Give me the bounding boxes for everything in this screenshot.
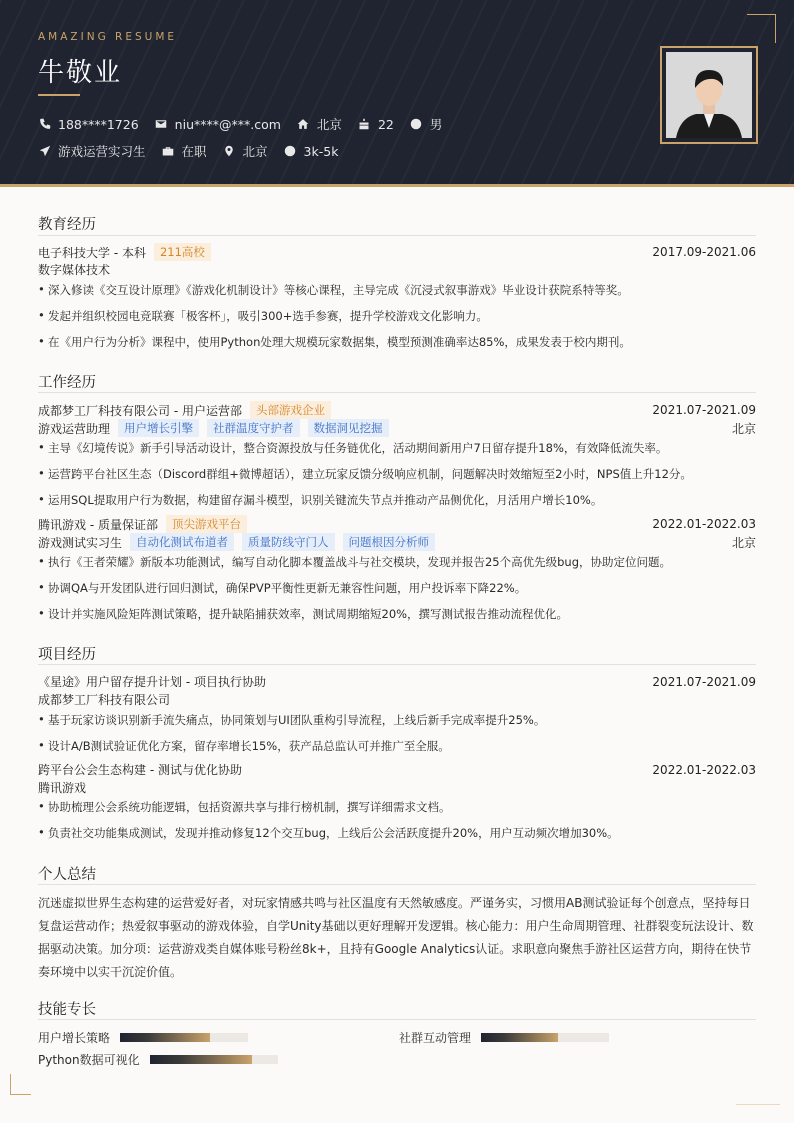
money-icon bbox=[284, 145, 297, 158]
section-title-skills: 技能专长 bbox=[38, 1002, 96, 1018]
company-tag: 顶尖游戏平台 bbox=[166, 515, 247, 533]
skill-level-fill bbox=[481, 1033, 558, 1042]
work-header bbox=[38, 401, 756, 419]
major-name: 数字媒体技术 bbox=[38, 263, 111, 277]
section-divider bbox=[38, 1019, 756, 1020]
salary-value: 3k-5k bbox=[303, 143, 339, 159]
age-info bbox=[358, 117, 394, 132]
list-item: • 负责社交功能集成测试，发现并推动修复12个交互bug，上线后公会活跃度提升20%，用户互动频次增加30%。 bbox=[38, 825, 619, 840]
list-item: • 深入修读《交互设计原理》《游戏化机制设计》等核心课程，主导完成《沉浸式叙事游戏》毕业设计获院系特等奖。 bbox=[38, 282, 629, 297]
work-city: 北京 bbox=[731, 535, 756, 550]
work-period: 2022.01-2022.03 bbox=[652, 517, 756, 531]
position-value: 游戏运营实习生 bbox=[58, 144, 146, 159]
section-divider bbox=[38, 235, 756, 236]
school-tag: 211高校 bbox=[154, 243, 211, 261]
contact-row bbox=[38, 115, 458, 133]
skill-level-fill bbox=[120, 1033, 210, 1042]
section-title-education: 教育经历 bbox=[38, 217, 96, 233]
corner-ornament bbox=[736, 1104, 780, 1105]
project-company-row bbox=[38, 779, 756, 796]
section-divider bbox=[38, 664, 756, 665]
list-item: • 在《用户行为分析》课程中，使用Python处理大规模玩家数据集，模型预测准确率达85%，成果发表于校内期刊。 bbox=[38, 334, 631, 349]
project-company-row bbox=[38, 691, 756, 708]
school-name: 电子科技大学 - 本科 bbox=[38, 245, 146, 260]
phone-value: 188****1726 bbox=[58, 116, 139, 132]
home-icon bbox=[297, 118, 310, 131]
education-period: 2017.09-2021.06 bbox=[652, 245, 756, 259]
email-info bbox=[155, 117, 281, 132]
project-company: 成都梦工厂科技有限公司 bbox=[38, 693, 171, 707]
corner-ornament bbox=[10, 1074, 31, 1095]
company-name: 成都梦工厂科技有限公司 - 用户运营部 bbox=[38, 403, 242, 418]
skill-item bbox=[38, 1029, 248, 1046]
list-item: • 设计并实施风险矩阵测试策略，提升缺陷捕获效率，测试周期缩短20%，撰写测试报告推动流程优化。 bbox=[38, 606, 569, 621]
project-company: 腾讯游戏 bbox=[38, 781, 87, 795]
role-tag: 社群温度守护者 bbox=[207, 419, 300, 437]
role-tag: 问题根因分析师 bbox=[343, 533, 436, 551]
list-item: • 发起并组织校园电竞联赛「极客杯」，吸引300+选手参赛，提升学校游戏文化影响力。 bbox=[38, 308, 488, 323]
candidate-name: 牛敬业 bbox=[38, 58, 123, 88]
work-period: 2021.07-2021.09 bbox=[652, 403, 756, 417]
resume-tagline: AMAZING RESUME bbox=[38, 31, 178, 43]
role-tag: 用户增长引擎 bbox=[118, 419, 199, 437]
list-item: • 协助梳理公会系统功能逻辑，包括资源共享与排行榜机制，撰写详细需求文档。 bbox=[38, 799, 451, 814]
person-icon bbox=[410, 118, 423, 131]
status-value: 在职 bbox=[181, 144, 207, 159]
location-info bbox=[297, 115, 342, 133]
salary-info bbox=[284, 144, 339, 159]
section-divider bbox=[38, 392, 756, 393]
company-name: 腾讯游戏 - 质量保证部 bbox=[38, 517, 158, 532]
project-period: 2021.07-2021.09 bbox=[652, 674, 756, 689]
profile-photo bbox=[666, 52, 752, 138]
name-divider bbox=[38, 94, 80, 96]
city-value: 北京 bbox=[242, 144, 268, 159]
skill-name: Python数据可视化 bbox=[38, 1053, 140, 1067]
project-period: 2022.01-2022.03 bbox=[652, 762, 756, 777]
role-tag: 质量防线守门人 bbox=[242, 533, 335, 551]
section-title-summary: 个人总结 bbox=[38, 867, 96, 883]
profile-photo-frame bbox=[660, 46, 758, 144]
skill-bar bbox=[481, 1033, 609, 1042]
list-item: • 运营跨平台社区生态（Discord群组+微博超话），建立玩家反馈分级响应机制，问题解决时效缩短至2小时，NPS值上升12分。 bbox=[38, 466, 692, 481]
role-name: 游戏测试实习生 bbox=[38, 535, 123, 550]
education-header bbox=[38, 243, 756, 261]
status-info bbox=[162, 142, 207, 160]
skill-bar bbox=[120, 1033, 248, 1042]
section-title-work: 工作经历 bbox=[38, 375, 96, 391]
position-info bbox=[38, 142, 146, 160]
role-tag: 数据洞见挖掘 bbox=[308, 419, 389, 437]
corner-ornament bbox=[747, 14, 776, 43]
list-item: • 基于玩家访谈识别新手流失痛点，协同策划与UI团队重构引导流程，上线后新手完成率提升25%。 bbox=[38, 712, 546, 727]
role-name: 游戏运营助理 bbox=[38, 421, 111, 436]
list-item: • 运用SQL提取用户行为数据，构建留存漏斗模型，识别关键流失节点并推动产品侧优化，月活用户增长10%。 bbox=[38, 492, 603, 507]
skill-item bbox=[38, 1051, 278, 1068]
skill-name: 用户增长策略 bbox=[38, 1031, 111, 1045]
skill-name: 社群互动管理 bbox=[399, 1031, 472, 1045]
company-tag: 头部游戏企业 bbox=[250, 401, 331, 419]
city-info bbox=[223, 142, 268, 160]
work-role-row bbox=[38, 533, 756, 551]
section-divider bbox=[38, 884, 756, 885]
briefcase-icon bbox=[162, 145, 175, 158]
work-header bbox=[38, 515, 756, 533]
phone-icon bbox=[38, 118, 51, 131]
gender-value: 男 bbox=[429, 117, 443, 132]
list-item: • 执行《王者荣耀》新版本功能测试，编写自动化脚本覆盖战斗与社交模块，发现并报告25个高优先级bug，协助定位问题。 bbox=[38, 554, 672, 569]
education-major bbox=[38, 261, 756, 278]
role-tag: 自动化测试布道者 bbox=[130, 533, 234, 551]
section-title-projects: 项目经历 bbox=[38, 647, 96, 663]
skill-bar bbox=[150, 1055, 278, 1064]
location-value: 北京 bbox=[316, 117, 342, 132]
gender-info bbox=[410, 115, 443, 133]
work-role-row bbox=[38, 419, 756, 437]
project-header bbox=[38, 673, 756, 690]
map-pin-icon bbox=[223, 145, 236, 158]
project-name: 跨平台公会生态构建 - 测试与优化协助 bbox=[38, 763, 242, 777]
phone-info bbox=[38, 117, 139, 132]
cake-icon bbox=[358, 118, 371, 131]
skill-item bbox=[399, 1029, 609, 1046]
skill-level-fill bbox=[150, 1055, 252, 1064]
email-value: niu****@***.com bbox=[174, 116, 281, 132]
list-item: • 设计A/B测试验证优化方案，留存率增长15%，获产品总监认可并推广至全服。 bbox=[38, 738, 450, 753]
job-intent-row bbox=[38, 142, 354, 160]
project-name: 《星途》用户留存提升计划 - 项目执行协助 bbox=[38, 675, 266, 689]
age-value: 22 bbox=[377, 116, 394, 132]
mail-icon bbox=[155, 118, 168, 131]
resume-header bbox=[0, 0, 794, 187]
summary-text: 沉迷虚拟世界生态构建的运营爱好者，对玩家情感共鸣与社区温度有天然敏感度。严谨务实，习惯用AB测试验证每个创意点，坚持每日复盘运营动作；热爱叙事驱动的游戏体验，自学Unity基础以更好理解开发逻辑。核心能力：用户生命周期管理、社群裂变玩法设计、数据驱动决策。加分项：运营游戏类自媒体账号粉丝8k+，且持有Google Analytics认证。求职意向聚焦手游社区运营方向，期待在快节奏环境中以实干沉淀价值。 bbox=[38, 896, 754, 979]
send-icon bbox=[38, 145, 51, 158]
list-item: • 主导《幻境传说》新手引导活动设计，整合资源投放与任务链优化，活动期间新用户7日留存提升18%，有效降低流失率。 bbox=[38, 440, 668, 455]
work-city: 北京 bbox=[731, 421, 756, 436]
project-header bbox=[38, 761, 756, 778]
list-item: • 协调QA与开发团队进行回归测试，确保PVP平衡性更新无兼容性问题，用户投诉率下降22%。 bbox=[38, 580, 527, 595]
